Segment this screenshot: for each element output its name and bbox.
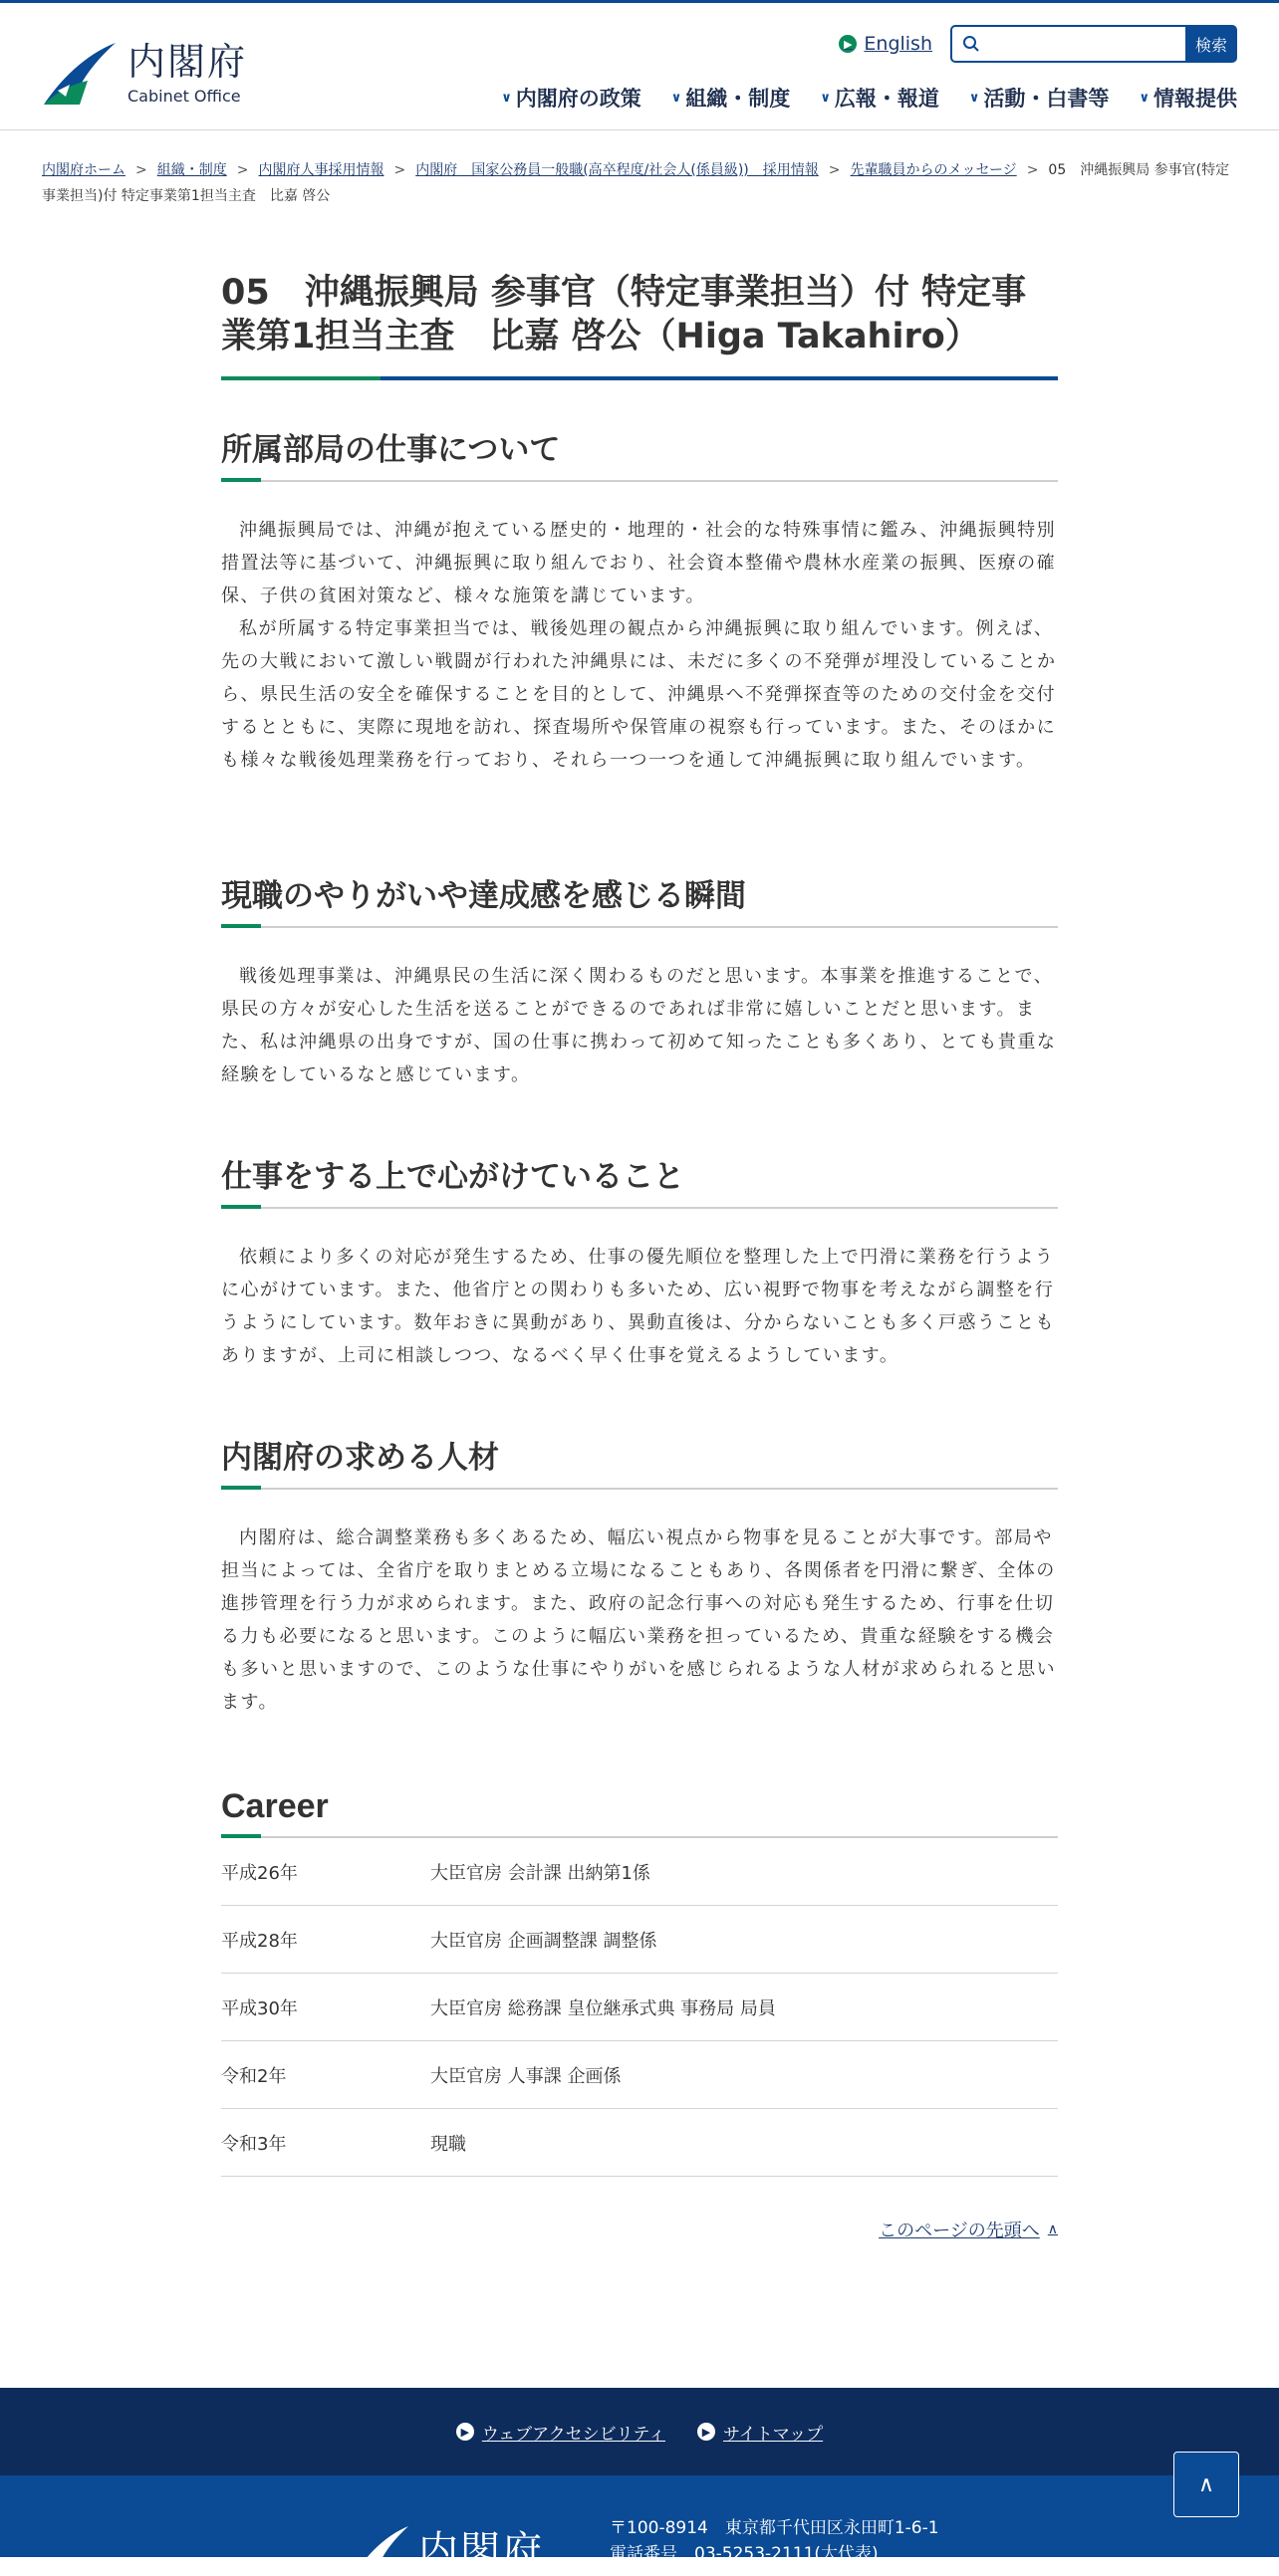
section-department-work: [221, 430, 1058, 777]
heading-divider: [221, 926, 1058, 928]
nav-item-label: 広報・報道: [834, 87, 939, 111]
breadcrumb-link-recruitment[interactable]: 内閣府人事採用情報: [258, 162, 384, 178]
english-link-label: English: [864, 33, 932, 55]
breadcrumb-link-home[interactable]: 内閣府ホーム: [42, 162, 126, 178]
section-heading: Career: [221, 1787, 329, 1825]
career-row: [221, 1906, 1058, 1974]
career-year: 平成28年: [221, 1930, 298, 1952]
arrow-right-icon: ▶: [456, 2423, 474, 2441]
career-row: [221, 2041, 1058, 2109]
chevron-down-icon: ∨: [501, 90, 512, 106]
career-year: 令和2年: [221, 2065, 287, 2087]
section-paragraph: 内閣府は、総合調整業務も多くあるため、幅広い視点から物事を見ることが大事です。部局や担当によっては、全省庁を取りまとめる立場になることもあり、各関係者を円滑に繋ぎ、全体の進捗管理を行う力が求められます。また、政府の記念行事への対応も発生するため、行事を仕切る力も必要になると思います。このように幅広い業務を担っているため、貴重な経験をする機会も多いと思いますので、このような仕事にやりがいを感じられるような人材が求められると思います。: [221, 1527, 1057, 1713]
breadcrumb-current: 05 沖縄振興局 参事官(特定事業担当)付 特定事業第1担当主査 比嘉 啓公: [42, 162, 1230, 204]
career-position: 大臣官房 総務課 皇位継承式典 事務局 局員: [430, 1997, 776, 2019]
section-paragraph: 私が所属する特定事業担当では、戦後処理の観点から沖縄振興に取り組んでいます。例えば、先の大戦において激しい戦闘が行われた沖縄県には、未だに多くの不発弾が埋没していることから、県民生活の安全を確保することを目的として、沖縄県へ不発弾探査等のための交付金を交付するとともに、実際に現地を訪れ、探査場所や保管庫の視察も行っています。また、そのほかにも様々な戦後処理業務を行っており、それら一つ一つを通して沖縄振興に取り組んでいます。: [221, 618, 1057, 771]
career-year: 平成30年: [221, 1997, 298, 2019]
footer-address: 〒100-8914 東京都千代田区永田町1-6-1: [610, 2518, 939, 2538]
footer-phone: 電話番号 03-5253-2111(大代表): [610, 2544, 879, 2564]
career-row: [221, 1974, 1058, 2041]
cabinet-office-logo-icon: [355, 2525, 410, 2571]
section-paragraph: 依頼により多くの対応が発生するため、仕事の優先順位を整理した上で円滑に業務を行うように心がけています。また、他省庁との関わりも多いため、広い視野で物事を考えながら調整を行うようにしています。数年おきに異動があり、異動直後は、分からないことも多く戸惑うこともありますが、上司に相談しつつ、なるべく早く仕事を覚えるようしています。: [221, 1247, 1056, 1366]
arrow-right-icon: ▶: [839, 35, 857, 53]
site-header: [0, 3, 1279, 130]
breadcrumb: [42, 157, 1237, 209]
breadcrumb-separator: >: [135, 162, 147, 178]
nav-item-label: 組織・制度: [685, 87, 791, 111]
logo-text-en: Cabinet Office: [128, 86, 241, 106]
site-search: [950, 25, 1237, 63]
search-input[interactable]: [950, 25, 1185, 63]
heading-divider: [221, 1207, 1058, 1209]
nav-item-label: 活動・白書等: [983, 87, 1110, 111]
career-position: 現職: [430, 2133, 466, 2155]
career-position: 大臣官房 人事課 企画係: [430, 2065, 622, 2087]
section-heading: 仕事をする上で心がけていること: [221, 1159, 684, 1195]
chevron-down-icon: ∨: [1139, 90, 1150, 106]
nav-item-label: 内閣府の政策: [515, 87, 641, 111]
logo-text-jp: 内閣府: [128, 39, 248, 84]
footer-links: [0, 2388, 1279, 2475]
site-logo[interactable]: [40, 41, 247, 107]
section-career: [221, 1786, 1058, 2177]
chevron-down-icon: ∨: [670, 90, 682, 106]
arrow-right-icon: ▶: [697, 2423, 715, 2441]
career-year: 平成26年: [221, 1862, 298, 1884]
utility-bar: [839, 25, 1237, 63]
footer-link-label: ウェブアクセシビリティ: [481, 2424, 665, 2445]
footer-link-label: サイトマップ: [722, 2424, 824, 2445]
back-to-top-button[interactable]: [1173, 2452, 1239, 2517]
nav-item-activities[interactable]: [969, 83, 1110, 113]
heading-divider: [221, 1488, 1058, 1490]
search-icon: [962, 35, 980, 53]
career-row: [221, 2109, 1058, 2177]
section-heading: 所属部局の仕事について: [221, 432, 561, 468]
section-heading: 現職のやりがいや達成感を感じる瞬間: [221, 878, 746, 914]
heading-divider: [221, 1836, 1058, 1838]
footer-logo-text: 内閣府: [418, 2528, 544, 2574]
chevron-down-icon: ∨: [968, 90, 980, 106]
heading-divider: [221, 480, 1058, 482]
career-year: 令和3年: [221, 2133, 287, 2155]
section-rewarding-moments: [221, 876, 1058, 1091]
footer-logo: [355, 2519, 544, 2576]
section-heading: 内閣府の求める人材: [221, 1440, 499, 1476]
title-divider: [221, 376, 1058, 380]
nav-item-label: 情報提供: [1153, 87, 1237, 111]
page-top-label: このページの先頭へ: [879, 2221, 1040, 2241]
breadcrumb-separator: >: [1026, 162, 1039, 178]
footer-address-block: [610, 2515, 939, 2567]
english-link[interactable]: [839, 33, 932, 55]
career-row: [221, 1838, 1058, 1906]
section-paragraph: 戦後処理事業は、沖縄県民の生活に深く関わるものだと思います。本事業を推進することで、県民の方々が安心した生活を送ることができるのであれば非常に嬉しいことだと思います。また、私は沖縄県の出身ですが、国の仕事に携わって初めて知ったことも多くあり、とても貴重な経験をしているなと感じています。: [221, 966, 1057, 1085]
global-nav: [471, 83, 1237, 113]
nav-item-policy[interactable]: [501, 83, 641, 113]
breadcrumb-separator: >: [393, 162, 406, 178]
breadcrumb-link-general-recruitment[interactable]: 内閣府 国家公務員一般職(高卒程度/社会人(係員級)) 採用情報: [415, 162, 819, 178]
career-position: 大臣官房 会計課 出納第1係: [430, 1862, 650, 1884]
section-work-mindset: [221, 1157, 1058, 1372]
nav-item-information[interactable]: [1139, 83, 1237, 113]
chevron-down-icon: ∨: [820, 90, 831, 106]
main-content: [221, 271, 1058, 2155]
breadcrumb-separator: >: [236, 162, 249, 178]
chevron-up-icon: ∧: [1197, 2471, 1215, 2497]
footer-link-accessibility[interactable]: [456, 2420, 665, 2445]
career-table: [221, 1838, 1058, 2177]
breadcrumb-link-messages[interactable]: 先輩職員からのメッセージ: [850, 162, 1017, 178]
cabinet-office-logo-icon: [40, 41, 118, 107]
nav-item-organization[interactable]: [671, 83, 791, 113]
footer-link-sitemap[interactable]: [697, 2420, 823, 2445]
page-top-link[interactable]: [879, 2217, 1058, 2242]
search-button[interactable]: 検索: [1185, 25, 1237, 63]
career-position: 大臣官房 企画調整課 調整係: [430, 1930, 657, 1952]
breadcrumb-separator: >: [828, 162, 841, 178]
breadcrumb-link-organization[interactable]: 組織・制度: [156, 162, 227, 178]
page-title: 05 沖縄振興局 参事官（特定事業担当）付 特定事業第1担当主査 比嘉 啓公（Higa Takahiro）: [221, 273, 1027, 356]
nav-item-press[interactable]: [820, 83, 939, 113]
chevron-up-icon: ∧: [1047, 2222, 1058, 2237]
section-paragraph: 沖縄振興局では、沖縄が抱えている歴史的・地理的・社会的な特殊事情に鑑み、沖縄振興特別措置法等に基づいて、沖縄振興に取り組んでおり、社会資本整備や農林水産業の振興、医療の確保、子供の貧困対策など、様々な施策を講じています。: [221, 520, 1057, 606]
footer-info: [0, 2475, 1279, 2574]
section-desired-talent: [221, 1438, 1058, 1719]
